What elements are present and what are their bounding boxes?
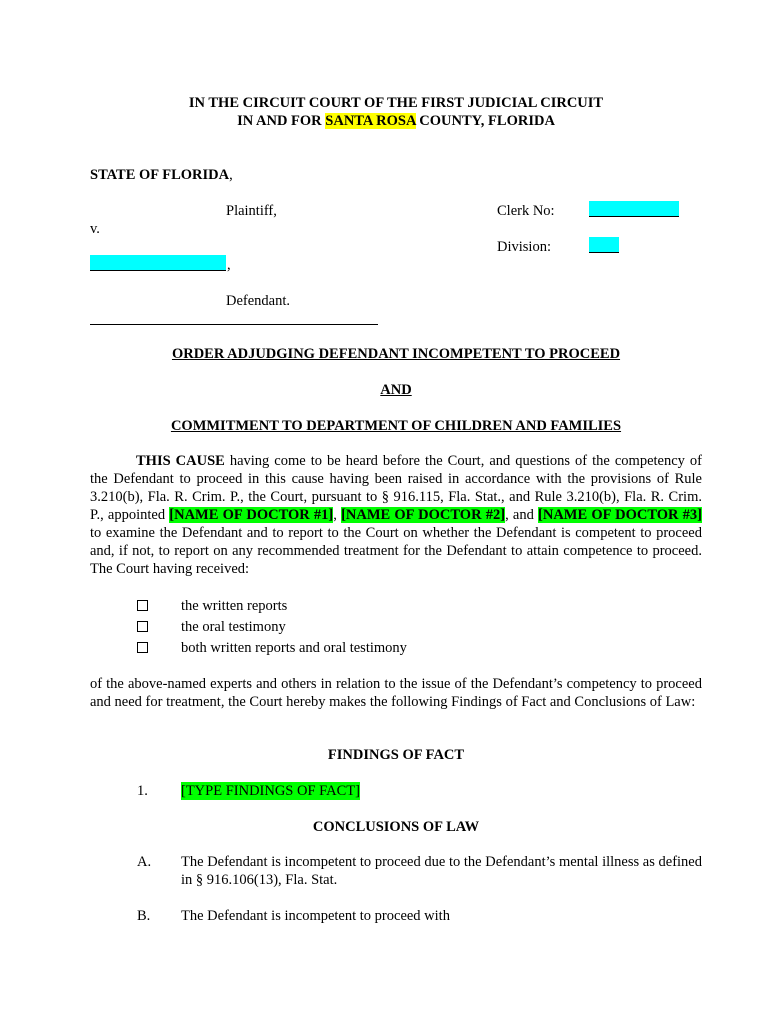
conclusion-b-label: B. (137, 908, 151, 924)
order-title-line1: ORDER ADJUDGING DEFENDANT INCOMPETENT TO PROCEED (171, 346, 621, 362)
caption-divider (90, 324, 378, 325)
finding-1-number: 1. (137, 783, 148, 799)
defendant-label: Defendant. (226, 293, 291, 309)
after-options-paragraph: of the above-named experts and others in relation to the issue of the Defendant’s competency to proceed and need for treatment, the Court hereby makes the following Findings of Fact and Conclusions of Law: (90, 676, 702, 710)
division-label: Division: (497, 239, 551, 255)
court-header-line2 (90, 112, 702, 130)
intro-paragraph (90, 452, 702, 578)
conclusion-b-text: The Defendant is incompetent to proceed with (181, 908, 450, 924)
doctor-2-field[interactable]: [NAME OF DOCTOR #2] (341, 507, 506, 523)
clerk-no-field[interactable] (589, 201, 679, 217)
doctor-3-field[interactable]: [NAME OF DOCTOR #3] (538, 507, 703, 523)
separator-2: , and (505, 507, 539, 523)
conclusion-a-label: A. (137, 854, 152, 870)
finding-1-field[interactable]: [TYPE FINDINGS OF FACT] (181, 783, 360, 799)
option-both: both written reports and oral testimony (181, 640, 407, 656)
written-reports-checkbox[interactable] (137, 600, 148, 611)
option-written-reports: the written reports (181, 598, 288, 614)
doctor-1-field[interactable]: [NAME OF DOCTOR #1] (169, 507, 334, 523)
versus-label: v. (90, 221, 100, 237)
oral-testimony-checkbox[interactable] (137, 621, 148, 632)
order-title-and: AND (380, 382, 412, 398)
conclusion-a-text: The Defendant is incompetent to proceed due to the Defendant’s mental illness as defined in § 916.106(13), Fla. Stat. (181, 854, 702, 888)
option-oral-testimony: the oral testimony (181, 619, 286, 635)
defendant-name-field[interactable] (90, 255, 226, 271)
intro-text-2: to examine the Defendant and to report to the Court on whether the Defendant is competent to proceed and, if not, to report on any recommended treatment for the Defendant to attain competence to proceed. The Court having received: (90, 525, 702, 577)
separator-1: , (333, 507, 342, 523)
plaintiff-name-text: STATE OF FLORIDA (90, 167, 230, 183)
this-cause-text: THIS CAUSE (136, 453, 225, 469)
intro-text-1: having come to be heard before the Court, and questions of the competency of the Defendant to proceed in this cause having been raised in accordance with the provisions of Rule 3.210(b), Fla. R. Crim. P., the Court, pursuant to § 916.115, Fla. Stat., and Rule 3.210(b), Fla. R. Crim. P., appointed (90, 453, 703, 523)
county-name-field[interactable]: SANTA ROSA (325, 113, 416, 129)
court-header-pre: IN AND FOR (237, 113, 326, 129)
court-header-line1: IN THE CIRCUIT COURT OF THE FIRST JUDICIAL CIRCUIT (188, 95, 604, 111)
both-checkbox[interactable] (137, 642, 148, 653)
plaintiff-label: Plaintiff, (226, 203, 277, 219)
defendant-comma: , (227, 257, 231, 273)
plaintiff-name (90, 166, 233, 184)
findings-heading: FINDINGS OF FACT (327, 747, 465, 763)
clerk-no-label: Clerk No: (497, 203, 555, 219)
division-field[interactable] (589, 237, 619, 253)
conclusions-heading: CONCLUSIONS OF LAW (312, 819, 480, 835)
order-title-line3: COMMITMENT TO DEPARTMENT OF CHILDREN AND FAMILIES (170, 418, 622, 434)
court-header-post: COUNTY, FLORIDA (415, 113, 555, 129)
plaintiff-comma: , (229, 167, 233, 183)
